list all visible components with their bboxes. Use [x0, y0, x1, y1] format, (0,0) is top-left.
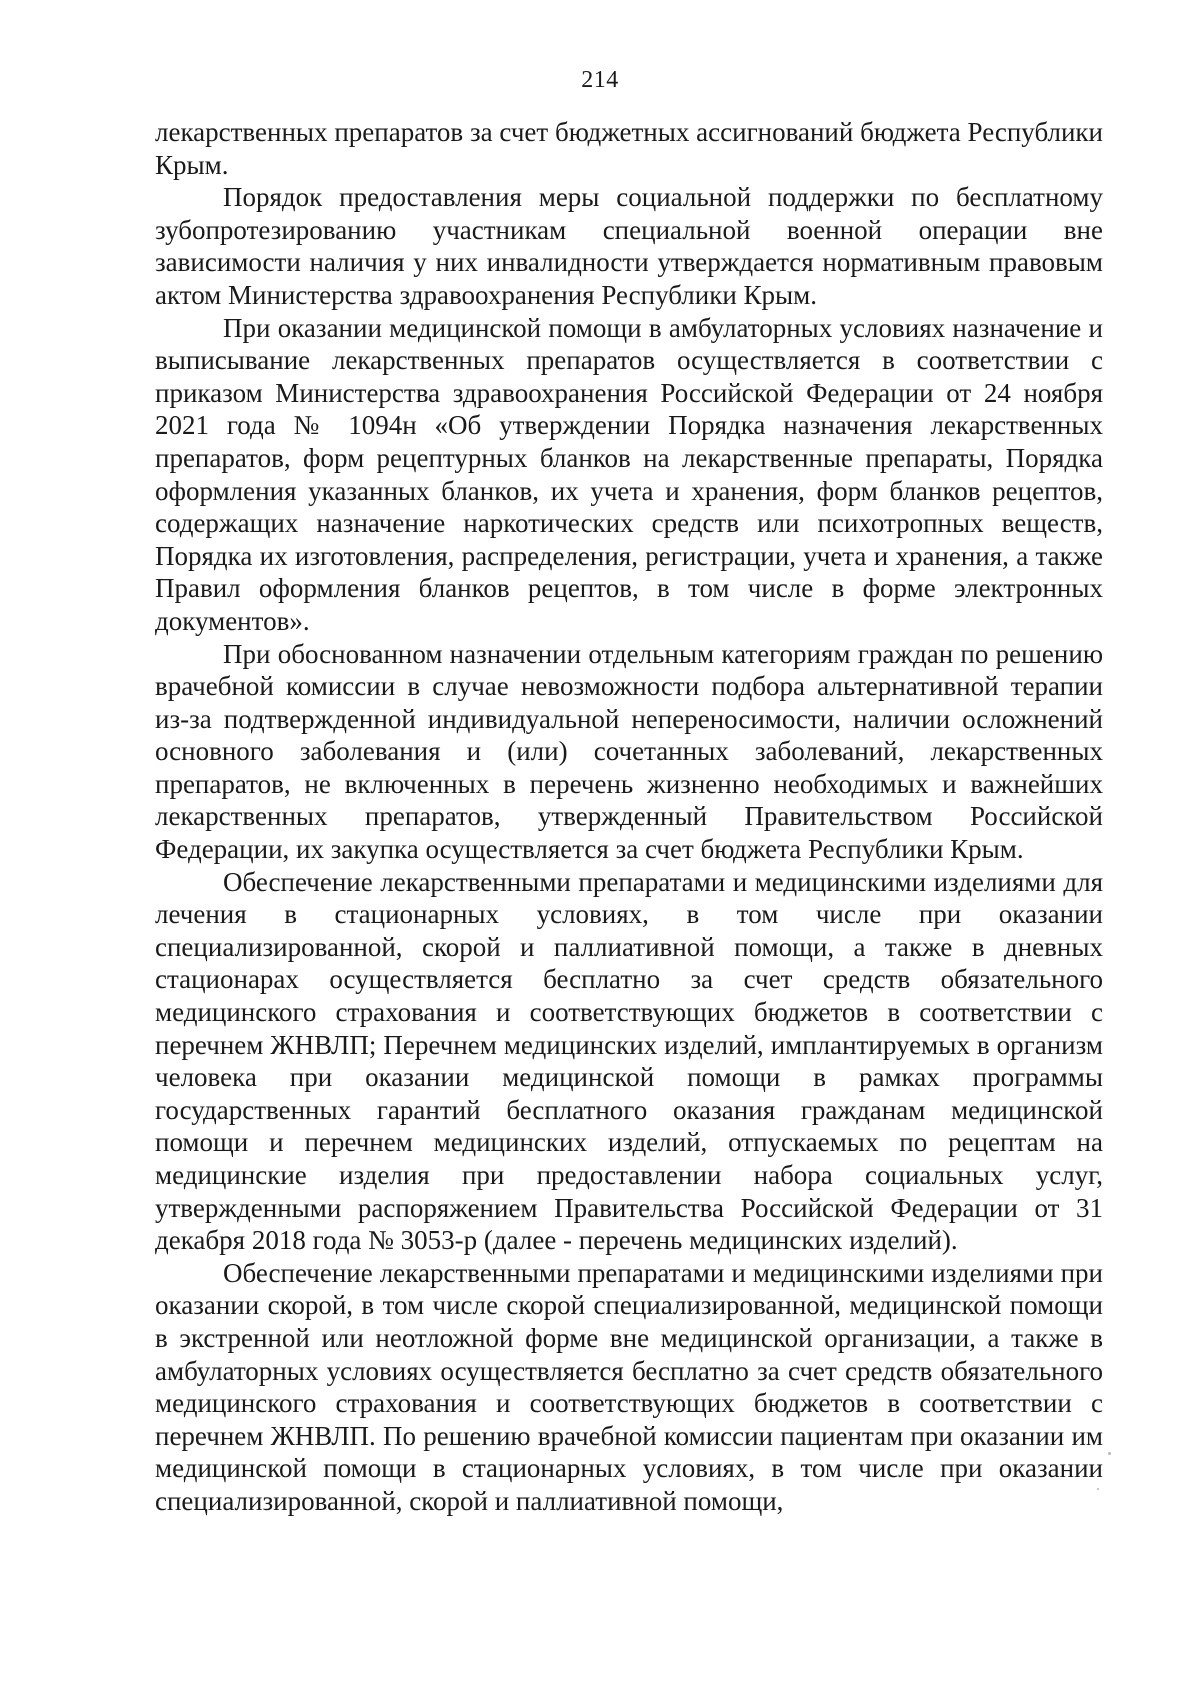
paragraph-dental-prosthetics: Порядок предоставления меры социальной поддержки по бесплатному зубопротезированию участникам специальной военной операции вне зависимости наличия у них инвалидности утверждается нормативным правовым актом Министерства здравоохранения Республики Крым. — [155, 182, 1103, 310]
scan-speck — [1097, 1488, 1099, 1490]
paragraph-commission-decision: При обоснованном назначении отдельным категориям граждан по решению врачебной комиссии в случае невозможности подбора альтернативной терапии из-за подтвержденной индивидуальной непереносимости, наличии осложнений основного заболевания и (или) сочетанных заболеваний, лекарственных препаратов, не включенных в перечень жизненно необходимых и важнейших лекарственных препаратов, утвержденный Правительством Российской Федерации, их закупка осуществляется за счет бюджета Республики Крым. — [155, 638, 1103, 865]
paragraph-emergency-provision: Обеспечение лекарственными препаратами и медицинскими изделиями при оказании скорой, в том числе скорой специализированной, медицинской помощи в экстренной или неотложной форме вне медицинской организации, а также в амбулаторных условиях осуществляется бесплатно за счет средств обязательного медицинского страхования и соответствующих бюджетов в соответствии с перечнем ЖНВЛП. По решению врачебной комиссии пациентам при оказании им медицинской помощи в стационарных условиях, в том числе при оказании специализированной, скорой и паллиативной помощи, — [155, 1257, 1103, 1516]
page-number: 214 — [581, 67, 619, 93]
scan-speck — [1108, 1452, 1111, 1455]
paragraph-outpatient-prescriptions: При оказании медицинской помощи в амбулаторных условиях назначение и выписывание лекарственных препаратов осуществляется в соответствии с приказом Министерства здравоохранения Российской Федерации от 24 ноября 2021 года № 1094н «Об утверждении Порядка назначения лекарственных препаратов, форм рецептурных бланков на лекарственные препараты, Порядка оформления указанных бланков, их учета и хранения, форм бланков рецептов, содержащих назначение наркотических средств или психотропных веществ, Порядка их изготовления, распределения, регистрации, учета и хранения, а также Правил оформления бланков рецептов, в том числе в форме электронных документов». — [155, 312, 1103, 636]
document-body — [155, 116, 1103, 1518]
paragraph-inpatient-provision: Обеспечение лекарственными препаратами и медицинскими изделиями для лечения в стационарных условиях, в том числе при оказании специализированной, скорой и паллиативной помощи, а также в дневных стационарах осуществляется бесплатно за счет средств обязательного медицинского страхования и соответствующих бюджетов в соответствии с перечнем ЖНВЛП; Перечнем медицинских изделий, имплантируемых в организм человека при оказании медицинской помощи в рамках программы государственных гарантий бесплатного оказания гражданам медицинской помощи и перечнем медицинских изделий, отпускаемых по рецептам на медицинские изделия при предоставлении набора социальных услуг, утвержденными распоряжением Правительства Российской Федерации от 31 декабря 2018 года № 3053-р (далее - перечень медицинских изделий). — [155, 866, 1103, 1256]
paragraph-continuation: лекарственных препаратов за счет бюджетных ассигнований бюджета Республики Крым. — [155, 117, 1103, 180]
